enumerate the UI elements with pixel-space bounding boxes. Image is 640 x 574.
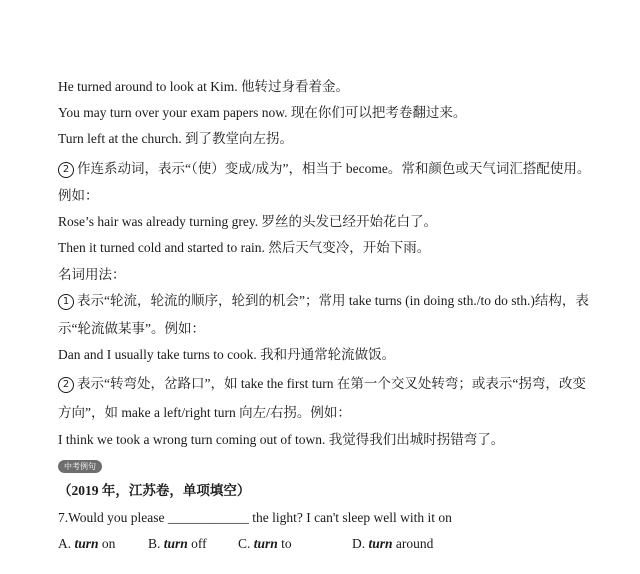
circled-number: 1	[58, 294, 74, 310]
option-c	[238, 535, 292, 553]
example-sentence: Turn left at the church. 到了教堂向左拐。	[58, 131, 293, 146]
option-b	[148, 535, 207, 553]
option-verb: turn	[253, 536, 278, 551]
option-particle: to	[281, 536, 292, 551]
option-verb: turn	[163, 536, 188, 551]
usage-point	[58, 160, 590, 178]
option-verb: turn	[368, 536, 393, 551]
example-sentence: I think we took a wrong turn coming out of town. 我觉得我们出城时拐错弯了。	[58, 432, 505, 447]
example-sentence: Rose’s hair was already turning grey. 罗丝的头发已经开始花白了。	[58, 214, 437, 229]
usage-point	[58, 292, 589, 310]
option-letter: C.	[238, 536, 251, 551]
option-letter: A.	[58, 536, 72, 551]
option-a	[58, 535, 115, 553]
example-sentence: Then it turned cold and started to rain. 然后天气变冷，开始下雨。	[58, 240, 431, 255]
option-letter: D.	[352, 536, 366, 551]
exam-example-badge: 中考例句	[58, 460, 102, 473]
option-verb: turn	[74, 536, 99, 551]
usage-text: 作连系动词，表示“（使）变成/成为”，相当于 become。常和颜色或天气词汇搭配使用。	[77, 161, 591, 176]
option-letter: B.	[148, 536, 161, 551]
example-label: 例如：	[58, 188, 99, 203]
exercise-source: （2019 年，江苏卷，单项填空）	[58, 483, 251, 498]
usage-text: 表示“转弯处，岔路口”，如 take the first turn 在第一个交叉处转弯；或表示“拐弯，改变	[77, 376, 586, 391]
option-d	[352, 535, 433, 553]
exercise-question: 7.Would you please ____________ the light? I can't sleep well with it on	[58, 510, 452, 525]
usage-text-continued: 示“轮流做某事”。例如：	[58, 321, 205, 336]
option-particle: on	[101, 536, 116, 551]
circled-number: 2	[58, 377, 74, 393]
example-sentence: He turned around to look at Kim. 他转过身看着金。	[58, 79, 349, 94]
circled-number: 2	[58, 162, 74, 178]
usage-text: 表示“轮流，轮流的顺序，轮到的机会”；常用 take turns (in doing sth./to do sth.)结构，表	[77, 293, 589, 308]
option-particle: around	[395, 536, 434, 551]
example-sentence: Dan and I usually take turns to cook. 我和丹通常轮流做饭。	[58, 347, 396, 362]
section-heading: 名词用法：	[58, 267, 126, 282]
usage-text-continued: 方向”，如 make a left/right turn 向左/右拐。例如：	[58, 405, 351, 420]
usage-point	[58, 375, 586, 393]
example-sentence: You may turn over your exam papers now. 现在你们可以把考卷翻过来。	[58, 105, 467, 120]
option-particle: off	[191, 536, 207, 551]
